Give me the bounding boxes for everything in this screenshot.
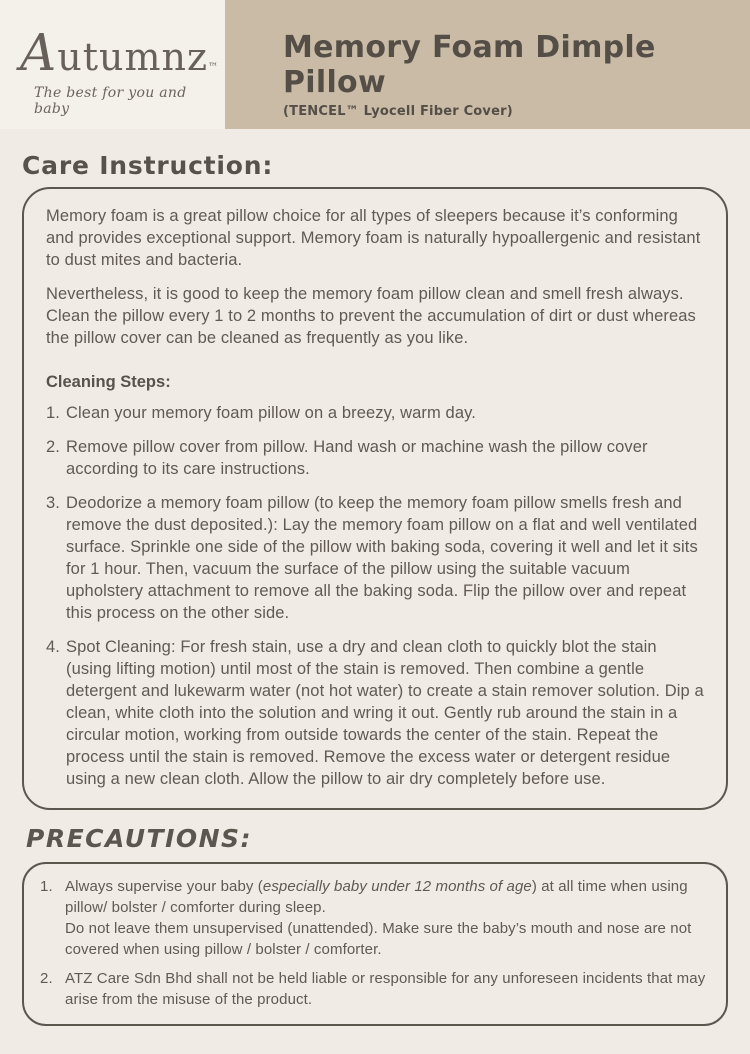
product-title: Memory Foam Dimple Pillow xyxy=(283,30,656,100)
step-number: 4. xyxy=(46,638,60,656)
header-title-band xyxy=(225,0,750,129)
step-number: 2. xyxy=(46,438,60,456)
precaution-number: 1. xyxy=(40,878,53,895)
precaution-text xyxy=(65,876,706,960)
cleaning-step xyxy=(46,492,706,624)
cleaning-step xyxy=(46,402,706,424)
brand-tagline: The best for you and baby xyxy=(34,84,187,117)
care-instruction-heading: Care Instruction: xyxy=(22,151,274,180)
step-text: Deodorize a memory foam pillow (to keep the memory foam pillow smells fresh and remove the dust deposited.): Lay the memory foam pillow on a flat and well ventilated surface. Sprinkle one side of the pillow with baking soda, covering it well and let it sits for 1 hour. Then, vacuum the surface of the pillow using the suitable vacuum upholstery attachment to remove all the baking soda. Flip the pillow over and repeat this process on the other side. xyxy=(66,494,698,622)
precautions-heading: PRECAUTIONS: xyxy=(26,824,253,853)
trademark-symbol: ™ xyxy=(207,62,218,73)
cleaning-step xyxy=(46,436,706,480)
brand-name: Autumnz xyxy=(20,23,208,82)
step-text: Spot Cleaning: For fresh stain, use a dry and clean cloth to quickly blot the stain (using lifting motion) until most of the stain is removed. Then combine a gentle detergent and lukewarm water (not hot water) to create a stain remover solution. Dip a clean, white cloth into the solution and wring it out. Gently rub around the stain in a circular motion, working from outside towards the center of the stain. Repeat the process until the stain is removed. Remove the excess water or detergent residue using a new clean cloth. Allow the pillow to air dry completely before use. xyxy=(66,638,704,788)
precaution-number: 2. xyxy=(40,970,53,987)
precautions-box xyxy=(22,862,728,1026)
precaution-line: Do not leave them unsupervised (unattended). Make sure the baby’s mouth and nose are not covered when using pillow / bolster / comforter. xyxy=(65,920,692,958)
precaution-segment-italic: especially baby under 12 months of age xyxy=(262,878,532,895)
brand-logo xyxy=(20,24,225,82)
step-text: Clean your memory foam pillow on a breezy, warm day. xyxy=(66,404,476,422)
main-content xyxy=(0,151,750,1026)
step-number: 3. xyxy=(46,494,60,512)
product-subtitle: (TENCEL™ Lyocell Fiber Cover) xyxy=(283,104,513,119)
cleaning-steps-heading: Cleaning Steps: xyxy=(46,373,171,391)
precaution-item xyxy=(40,968,706,1010)
precaution-text: ATZ Care Sdn Bhd shall not be held liable or responsible for any unforeseen incidents that may arise from the misuse of the product. xyxy=(65,970,706,1008)
precaution-item xyxy=(40,876,706,960)
precaution-segment: Always supervise your baby ( xyxy=(65,878,263,895)
care-instruction-box xyxy=(22,187,728,810)
step-text: Remove pillow cover from pillow. Hand wash or machine wash the pillow cover according to its care instructions. xyxy=(66,438,648,478)
step-number: 1. xyxy=(46,404,60,422)
brand-logo-area xyxy=(0,0,225,129)
precaution-line xyxy=(65,876,706,918)
precaution-segment: ) at all time when using pillow/ bolster / comforter during sleep. xyxy=(65,878,688,916)
care-intro-paragraph: Nevertheless, it is good to keep the memory foam pillow clean and smell fresh always. Clean the pillow every 1 to 2 months to prevent the accumulation of dirt or dust whereas the pillow cover can be cleaned as frequently as you like. xyxy=(46,285,696,347)
cleaning-step xyxy=(46,636,706,790)
header xyxy=(0,0,750,129)
care-intro-paragraph: Memory foam is a great pillow choice for all types of sleepers because it’s conforming and provides exceptional support. Memory foam is naturally hypoallergenic and resistant to dust mites and bacteria. xyxy=(46,207,701,269)
